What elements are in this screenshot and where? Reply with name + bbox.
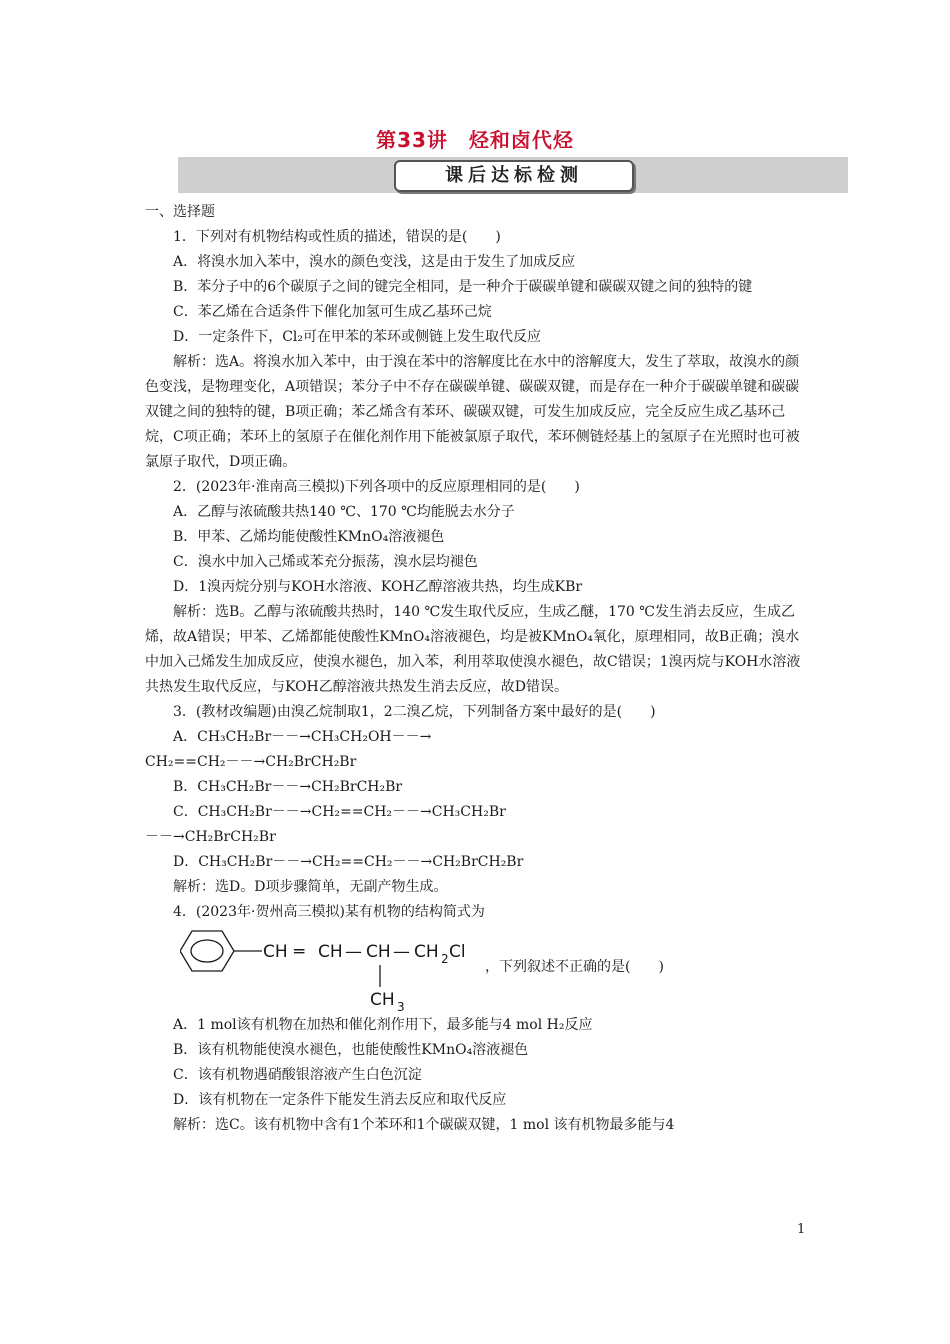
banner-label: 课后达标检测 xyxy=(394,160,634,192)
q1-option-b: B．苯分子中的6个碳原子之间的键完全相同，是一种介于碳碳单键和碳碳双键之间的独特的键 xyxy=(173,279,753,295)
single-bond-1: — xyxy=(345,942,362,962)
q1-option-d: D．一定条件下，Cl₂可在甲苯的苯环或侧链上发生取代反应 xyxy=(173,329,542,345)
question-1: 1．下列对有机物结构或性质的描述，错误的是( ) xyxy=(173,229,501,245)
section-banner xyxy=(178,157,848,193)
page-number: 1 xyxy=(797,1222,806,1237)
page-title: 第33讲 烃和卤代烃 xyxy=(376,128,574,152)
atom-ch2: CH xyxy=(414,942,439,962)
q3-option-d: D．CH₃CH₂Br－－→CH₂==CH₂－－→CH₂BrCH₂Br xyxy=(173,854,524,870)
subscript-2: 2 xyxy=(441,952,449,966)
benzene-ring-icon xyxy=(180,931,234,971)
q1-option-c: C．苯乙烯在合适条件下催化加氢可生成乙基环己烷 xyxy=(173,304,492,320)
q3-option-c-line1: C．CH₃CH₂Br－－→CH₂==CH₂－－→CH₃CH₂Br xyxy=(173,804,506,820)
q4-option-a: A．1 mol该有机物在加热和催化剂作用下，最多能与4 mol H₂反应 xyxy=(173,1017,593,1033)
q1-solution: 解析：选A。将溴水加入苯中，由于溴在苯中的溶解度比在水中的溶解度大，发生了萃取，故溴水的颜色变浅，是物理变化，A项错误；苯分子中不存在碳碳单键、碳碳双键，而是存在一种介于碳碳单键和碳碳双键之间的独特的键，B项正确；苯乙烯含有苯环、碳碳双键，可发生加成反应，完全反应生成乙基环己烷，C项正确；苯环上的氢原子在催化剂作用下能被氯原子取代，苯环侧链烃基上的氢原子在光照时也可被氯原子取代，D项正确。 xyxy=(145,354,800,470)
atom-ch-1: CH xyxy=(263,942,288,962)
q4-solution: 解析：选C。该有机物中含有1个苯环和1个碳碳双键，1 mol 该有机物最多能与4 xyxy=(173,1117,675,1133)
q3-option-b: B．CH₃CH₂Br－－→CH₂BrCH₂Br xyxy=(173,779,403,795)
subscript-3: 3 xyxy=(397,1000,405,1013)
atom-cl: Cl xyxy=(449,942,466,962)
section-heading: 一、选择题 xyxy=(145,204,215,220)
atom-ch-2: CH xyxy=(318,942,343,962)
q2-option-a: A．乙醇与浓硫酸共热140 ℃、170 ℃均能脱去水分子 xyxy=(173,504,515,520)
q3-solution: 解析：选D。D项步骤简单，无副产物生成。 xyxy=(173,879,448,895)
q4-stem-tail: ，下列叙述不正确的是( ) xyxy=(485,959,664,975)
q2-solution: 解析：选B。乙醇与浓硫酸共热时，140 ℃发生取代反应，生成乙醚，170 ℃发生消去反应，生成乙烯，故A错误；甲苯、乙烯都能使酸性KMnO₄溶液褪色，均是被KMnO₄氧化，原理相同，故B正确；溴水中加入己烯发生加成反应，使溴水褪色，加入苯，利用萃取使溴水褪色，故C错误；1溴丙烷与KOH水溶液共热发生取代反应，与KOH乙醇溶液共热发生消去反应，故D错误。 xyxy=(145,604,801,695)
q2-option-c: C．溴水中加入己烯或苯充分振荡，溴水层均褪色 xyxy=(173,554,478,570)
atom-methyl: CH xyxy=(370,990,395,1010)
question-2: 2．(2023年·淮南高三模拟)下列各项中的反应原理相同的是( ) xyxy=(173,479,580,495)
single-bond-2: — xyxy=(393,942,410,962)
q3-option-a-line2: CH₂==CH₂－－→CH₂BrCH₂Br xyxy=(145,754,357,770)
document-body xyxy=(145,200,810,1138)
structural-formula xyxy=(145,925,810,1013)
q4-option-b: B．该有机物能使溴水褪色，也能使酸性KMnO₄溶液褪色 xyxy=(173,1042,529,1058)
question-4: 4．(2023年·贺州高三模拟)某有机物的结构简式为 xyxy=(173,904,485,920)
q4-option-d: D．该有机物在一定条件下能发生消去反应和取代反应 xyxy=(173,1092,507,1108)
q3-option-c-line2: －－→CH₂BrCH₂Br xyxy=(145,829,276,845)
q3-option-a-line1: A．CH₃CH₂Br－－→CH₃CH₂OH－－→ xyxy=(173,729,432,745)
q2-option-b: B．甲苯、乙烯均能使酸性KMnO₄溶液褪色 xyxy=(173,529,445,545)
q1-option-a: A．将溴水加入苯中，溴水的颜色变浅，这是由于发生了加成反应 xyxy=(173,254,576,270)
atom-ch-3: CH xyxy=(366,942,391,962)
double-bond: ═ xyxy=(294,942,305,962)
structure-drawing xyxy=(180,927,480,1013)
question-3: 3．(教材改编题)由溴乙烷制取1，2二溴乙烷，下列制备方案中最好的是( ) xyxy=(173,704,656,720)
q2-option-d: D．1溴丙烷分别与KOH水溶液、KOH乙醇溶液共热，均生成KBr xyxy=(173,579,583,595)
q4-option-c: C．该有机物遇硝酸银溶液产生白色沉淀 xyxy=(173,1067,422,1083)
